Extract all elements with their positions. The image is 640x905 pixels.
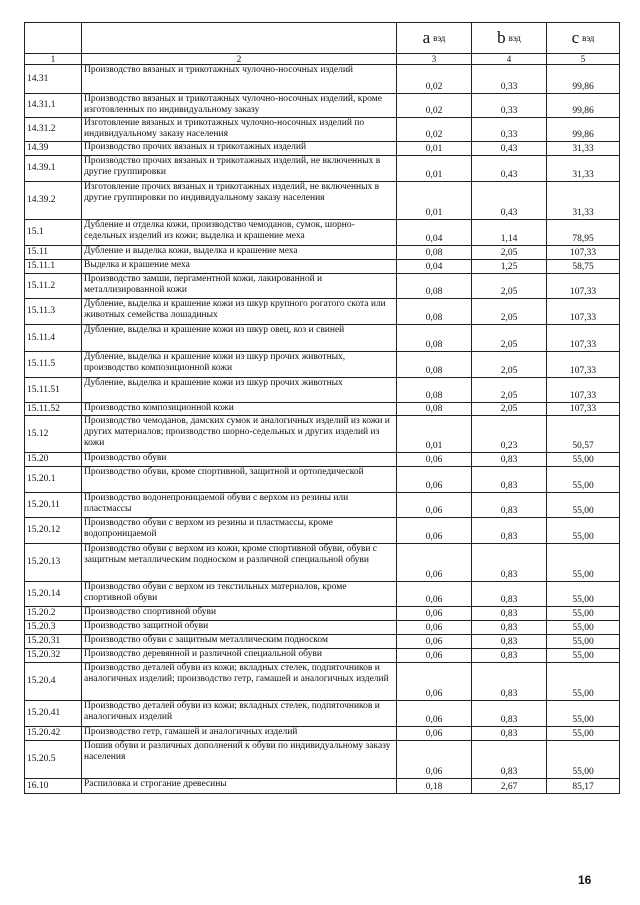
row-name: Производство гетр, гамашей и аналогичных изделий xyxy=(82,727,397,741)
row-name: Производство обуви с защитным металлическим подноском xyxy=(82,635,397,649)
row-code: 15.11.52 xyxy=(25,403,82,416)
table-row xyxy=(25,607,620,621)
row-value-a: 0,08 xyxy=(397,403,472,416)
table-row xyxy=(25,274,620,299)
table-row xyxy=(25,182,620,220)
table-row xyxy=(25,582,620,607)
row-code: 15.20.3 xyxy=(25,621,82,635)
row-code: 15.11 xyxy=(25,246,82,260)
row-value-b: 2,05 xyxy=(472,246,547,260)
table-row xyxy=(25,299,620,325)
row-value-b: 2,05 xyxy=(472,403,547,416)
row-value-a: 0,06 xyxy=(397,607,472,621)
column-number: 1 xyxy=(25,54,82,65)
row-value-a: 0,08 xyxy=(397,325,472,352)
row-name: Производство обуви, кроме спортивной, защитной и ортопедической xyxy=(82,467,397,493)
row-value-c: 107,33 xyxy=(547,246,620,260)
row-name: Дубление и выделка кожи, выделка и крашение меха xyxy=(82,246,397,260)
row-code: 15.20.5 xyxy=(25,741,82,779)
row-value-a: 0,06 xyxy=(397,727,472,741)
table-row xyxy=(25,621,620,635)
row-value-c: 99,86 xyxy=(547,65,620,94)
row-value-b: 0,83 xyxy=(472,663,547,701)
row-value-b: 0,83 xyxy=(472,544,547,582)
row-value-c: 99,86 xyxy=(547,94,620,118)
table-row xyxy=(25,65,620,94)
row-code: 14.31 xyxy=(25,65,82,94)
page-number: 16 xyxy=(578,873,592,887)
row-value-a: 0,06 xyxy=(397,467,472,493)
row-value-c: 55,00 xyxy=(547,582,620,607)
row-code: 14.31.2 xyxy=(25,118,82,142)
row-code: 15.20.41 xyxy=(25,701,82,727)
row-value-c: 55,00 xyxy=(547,453,620,467)
row-code: 15.20.4 xyxy=(25,663,82,701)
table-row xyxy=(25,635,620,649)
row-name: Производство вязаных и трикотажных чулочно-носочных изделий xyxy=(82,65,397,94)
row-code: 16.10 xyxy=(25,779,82,794)
row-code: 15.20.32 xyxy=(25,649,82,663)
row-code: 15.20.1 xyxy=(25,467,82,493)
row-value-b: 0,33 xyxy=(472,65,547,94)
row-value-a: 0,04 xyxy=(397,220,472,246)
row-value-a: 0,01 xyxy=(397,142,472,156)
table-row xyxy=(25,518,620,544)
table-row xyxy=(25,467,620,493)
row-value-c: 55,00 xyxy=(547,649,620,663)
row-value-b: 0,83 xyxy=(472,635,547,649)
row-code: 15.20.12 xyxy=(25,518,82,544)
row-value-b: 2,05 xyxy=(472,274,547,299)
row-code: 15.11.2 xyxy=(25,274,82,299)
row-value-b: 0,33 xyxy=(472,94,547,118)
table-row xyxy=(25,246,620,260)
row-name: Производство замши, пергаментной кожи, лакированной и металлизированной кожи xyxy=(82,274,397,299)
row-value-c: 55,00 xyxy=(547,544,620,582)
table-row xyxy=(25,94,620,118)
table-row xyxy=(25,727,620,741)
row-value-a: 0,06 xyxy=(397,621,472,635)
row-value-a: 0,06 xyxy=(397,635,472,649)
row-value-b: 0,23 xyxy=(472,416,547,453)
row-value-a: 0,08 xyxy=(397,246,472,260)
row-name: Дубление, выделка и крашение кожи из шкур прочих животных, производство композиционной кожи xyxy=(82,352,397,378)
header-name xyxy=(82,23,397,54)
row-value-b: 0,83 xyxy=(472,621,547,635)
row-value-b: 1,14 xyxy=(472,220,547,246)
row-code: 15.11.3 xyxy=(25,299,82,325)
row-value-a: 0,02 xyxy=(397,94,472,118)
row-code: 15.11.5 xyxy=(25,352,82,378)
row-value-b: 0,83 xyxy=(472,582,547,607)
row-value-a: 0,06 xyxy=(397,582,472,607)
table-row xyxy=(25,416,620,453)
row-code: 15.20 xyxy=(25,453,82,467)
row-value-b: 2,05 xyxy=(472,378,547,403)
row-value-c: 99,86 xyxy=(547,118,620,142)
table-row xyxy=(25,779,620,794)
row-name: Распиловка и строгание древесины xyxy=(82,779,397,794)
row-value-b: 0,43 xyxy=(472,156,547,182)
row-name: Производство защитной обуви xyxy=(82,621,397,635)
table-row xyxy=(25,260,620,274)
row-name: Выделка и крашение меха xyxy=(82,260,397,274)
table-row xyxy=(25,118,620,142)
row-name: Изготовление прочих вязаных и трикотажных изделий, не включенных в другие группировки по индивидуальному заказу населения xyxy=(82,182,397,220)
row-name: Производство водонепроницаемой обуви с верхом из резины или пластмассы xyxy=(82,493,397,518)
row-value-a: 0,04 xyxy=(397,260,472,274)
row-code: 14.39.1 xyxy=(25,156,82,182)
row-name: Дубление, выделка и крашение кожи из шкур овец, коз и свиней xyxy=(82,325,397,352)
row-code: 15.20.14 xyxy=(25,582,82,607)
row-value-b: 0,83 xyxy=(472,727,547,741)
row-code: 15.20.2 xyxy=(25,607,82,621)
row-value-a: 0,06 xyxy=(397,649,472,663)
row-value-a: 0,06 xyxy=(397,663,472,701)
header-code xyxy=(25,23,82,54)
row-value-a: 0,06 xyxy=(397,701,472,727)
row-value-c: 107,33 xyxy=(547,325,620,352)
row-value-b: 0,33 xyxy=(472,118,547,142)
row-name: Производство прочих вязаных и трикотажных изделий, не включенных в другие группировки xyxy=(82,156,397,182)
row-value-a: 0,01 xyxy=(397,182,472,220)
row-value-b: 0,83 xyxy=(472,701,547,727)
row-value-c: 50,57 xyxy=(547,416,620,453)
row-value-b: 0,83 xyxy=(472,607,547,621)
row-value-c: 85,17 xyxy=(547,779,620,794)
row-name: Дубление, выделка и крашение кожи из шкур крупного рогатого скота или животных семейства лошадиных xyxy=(82,299,397,325)
row-value-c: 107,33 xyxy=(547,352,620,378)
row-value-c: 55,00 xyxy=(547,493,620,518)
table-row xyxy=(25,325,620,352)
row-value-c: 78,95 xyxy=(547,220,620,246)
row-name: Производство деталей обуви из кожи; вкладных стелек, подпяточников и аналогичных изделий; производство гетр, гамашей и аналогичных изделий xyxy=(82,663,397,701)
row-value-c: 55,00 xyxy=(547,701,620,727)
table-row xyxy=(25,142,620,156)
row-value-c: 55,00 xyxy=(547,727,620,741)
row-value-a: 0,08 xyxy=(397,378,472,403)
row-value-c: 107,33 xyxy=(547,274,620,299)
table-row xyxy=(25,352,620,378)
row-value-a: 0,06 xyxy=(397,518,472,544)
row-value-a: 0,02 xyxy=(397,65,472,94)
row-name: Производство прочих вязаных и трикотажных изделий xyxy=(82,142,397,156)
coefficients-table xyxy=(24,22,620,794)
table-row xyxy=(25,663,620,701)
row-name: Производство обуви с верхом из текстильных материалов, кроме спортивной обуви xyxy=(82,582,397,607)
row-name: Производство обуви xyxy=(82,453,397,467)
row-value-c: 107,33 xyxy=(547,403,620,416)
row-code: 15.20.11 xyxy=(25,493,82,518)
row-value-a: 0,06 xyxy=(397,453,472,467)
row-value-c: 55,00 xyxy=(547,635,620,649)
row-code: 14.31.1 xyxy=(25,94,82,118)
column-numbers-row xyxy=(25,54,620,65)
table-row xyxy=(25,701,620,727)
header-c: c вэд xyxy=(547,23,620,54)
row-name: Производство деталей обуви из кожи; вкладных стелек, подпяточников и аналогичных изделий xyxy=(82,701,397,727)
row-value-a: 0,08 xyxy=(397,299,472,325)
row-value-a: 0,08 xyxy=(397,352,472,378)
table-row xyxy=(25,741,620,779)
row-value-b: 2,05 xyxy=(472,352,547,378)
row-value-b: 2,05 xyxy=(472,299,547,325)
header-row xyxy=(25,23,620,54)
row-name: Производство композиционной кожи xyxy=(82,403,397,416)
row-name: Производство вязаных и трикотажных чулочно-носочных изделий, кроме изготовленных по индивидуальному заказу xyxy=(82,94,397,118)
row-value-a: 0,06 xyxy=(397,493,472,518)
row-value-b: 0,83 xyxy=(472,649,547,663)
table-row xyxy=(25,378,620,403)
row-value-c: 31,33 xyxy=(547,182,620,220)
row-value-b: 0,83 xyxy=(472,741,547,779)
row-code: 15.11.51 xyxy=(25,378,82,403)
row-value-b: 2,67 xyxy=(472,779,547,794)
row-value-c: 107,33 xyxy=(547,299,620,325)
row-name: Дубление и отделка кожи, производство чемоданов, сумок, шорно-седельных изделий из кожи; выделка и крашение меха xyxy=(82,220,397,246)
row-value-c: 31,33 xyxy=(547,156,620,182)
row-value-c: 55,00 xyxy=(547,607,620,621)
table-row xyxy=(25,649,620,663)
row-value-b: 0,83 xyxy=(472,467,547,493)
row-value-a: 0,06 xyxy=(397,544,472,582)
row-value-b: 1,25 xyxy=(472,260,547,274)
table-row xyxy=(25,493,620,518)
row-name: Дубление, выделка и крашение кожи из шкур прочих животных xyxy=(82,378,397,403)
row-value-b: 0,83 xyxy=(472,493,547,518)
row-name: Производство чемоданов, дамских сумок и аналогичных изделий из кожи и других материалов; производство шорно-седельных и других изделий из кожи xyxy=(82,416,397,453)
row-value-c: 55,00 xyxy=(547,621,620,635)
row-value-b: 0,43 xyxy=(472,142,547,156)
row-value-c: 55,00 xyxy=(547,518,620,544)
row-name: Производство деревянной и различной специальной обуви xyxy=(82,649,397,663)
row-name: Производство обуви с верхом из резины и пластмассы, кроме водопроницаемой xyxy=(82,518,397,544)
table-body xyxy=(25,65,620,794)
header-a: a вэд xyxy=(397,23,472,54)
table-row xyxy=(25,403,620,416)
row-value-a: 0,02 xyxy=(397,118,472,142)
row-value-a: 0,18 xyxy=(397,779,472,794)
table-row xyxy=(25,220,620,246)
row-name: Изготовление вязаных и трикотажных чулочно-носочных изделий по индивидуальному заказу населения xyxy=(82,118,397,142)
column-number: 2 xyxy=(82,54,397,65)
row-name: Пошив обуви и различных дополнений к обуви по индивидуальному заказу населения xyxy=(82,741,397,779)
row-name: Производство обуви с верхом из кожи, кроме спортивной обуви, обуви с защитным металлическим подноском и различной специальной обуви xyxy=(82,544,397,582)
header-b: b вэд xyxy=(472,23,547,54)
row-value-a: 0,08 xyxy=(397,274,472,299)
row-name: Производство спортивной обуви xyxy=(82,607,397,621)
row-code: 15.20.31 xyxy=(25,635,82,649)
row-value-c: 107,33 xyxy=(547,378,620,403)
row-value-b: 0,43 xyxy=(472,182,547,220)
row-value-b: 2,05 xyxy=(472,325,547,352)
row-code: 15.11.4 xyxy=(25,325,82,352)
row-code: 15.11.1 xyxy=(25,260,82,274)
table-row xyxy=(25,156,620,182)
table-row xyxy=(25,453,620,467)
row-code: 15.20.13 xyxy=(25,544,82,582)
row-value-a: 0,06 xyxy=(397,741,472,779)
row-value-a: 0,01 xyxy=(397,416,472,453)
row-code: 14.39.2 xyxy=(25,182,82,220)
row-value-c: 31,33 xyxy=(547,142,620,156)
table-row xyxy=(25,544,620,582)
row-value-c: 55,00 xyxy=(547,741,620,779)
row-value-c: 55,00 xyxy=(547,663,620,701)
column-number: 4 xyxy=(472,54,547,65)
column-number: 5 xyxy=(547,54,620,65)
row-code: 15.12 xyxy=(25,416,82,453)
row-value-b: 0,83 xyxy=(472,453,547,467)
row-code: 15.20.42 xyxy=(25,727,82,741)
column-number: 3 xyxy=(397,54,472,65)
row-code: 15.1 xyxy=(25,220,82,246)
row-value-a: 0,01 xyxy=(397,156,472,182)
row-value-c: 58,75 xyxy=(547,260,620,274)
row-code: 14.39 xyxy=(25,142,82,156)
row-value-c: 55,00 xyxy=(547,467,620,493)
row-value-b: 0,83 xyxy=(472,518,547,544)
